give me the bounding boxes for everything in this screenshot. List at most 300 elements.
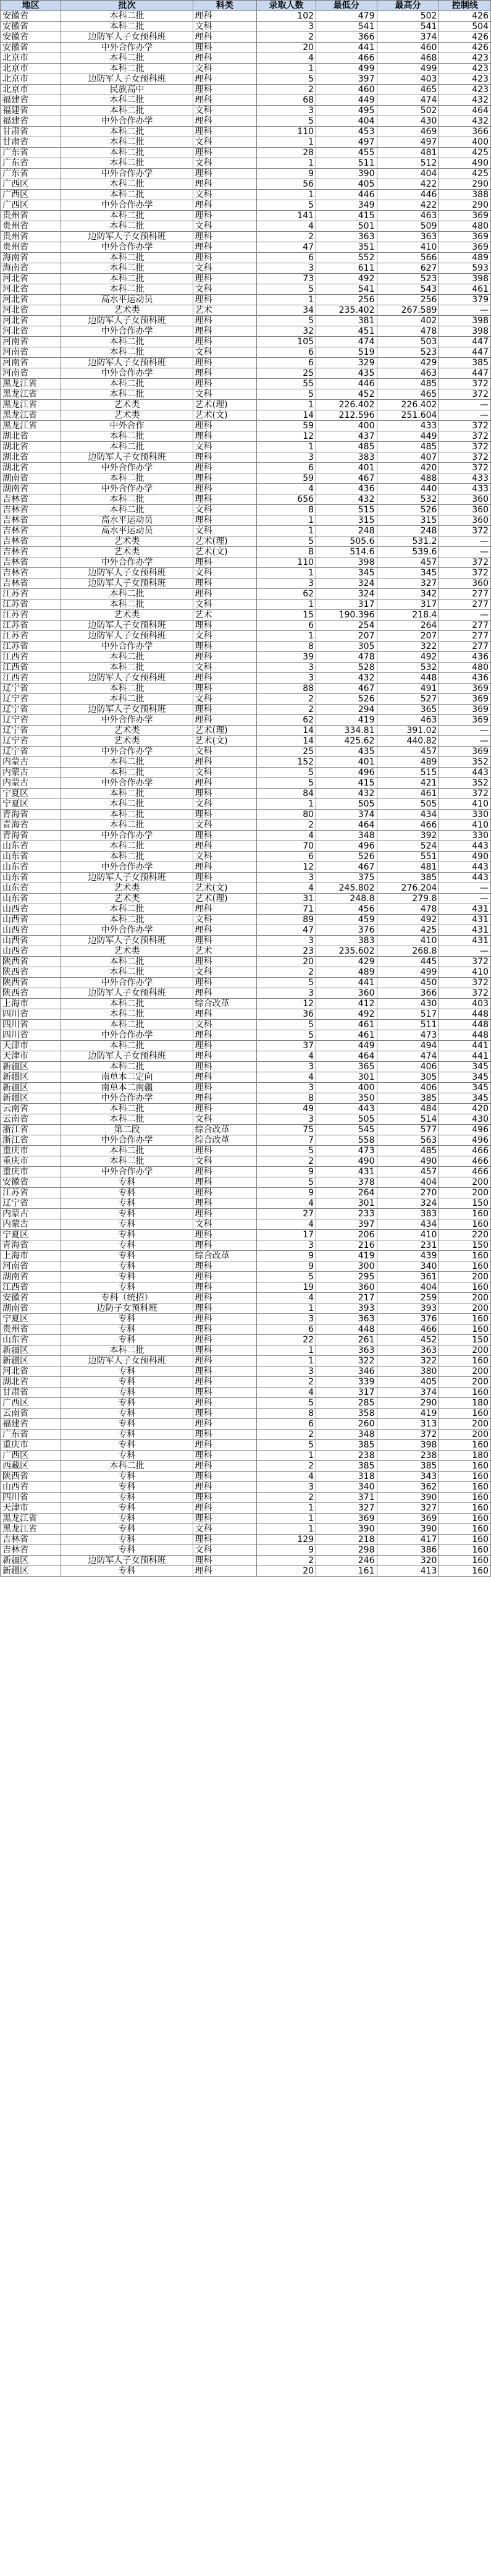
cell-count: 62 [257, 715, 316, 726]
cell-province: 辽宁省 [1, 1198, 61, 1209]
cell-control-line: 372 [439, 789, 491, 799]
cell-province: 湖北省 [1, 1377, 61, 1388]
cell-batch: 本科二批 [61, 505, 193, 515]
cell-count: 3 [257, 936, 316, 946]
cell-batch: 本科二批 [61, 904, 193, 915]
cell-max-score: 497 [377, 137, 439, 148]
cell-count: 2 [257, 1556, 316, 1566]
cell-max-score: 422 [377, 200, 439, 211]
cell-min-score: 329 [316, 358, 377, 368]
table-row [1, 505, 491, 515]
cell-min-score: 461 [316, 1020, 377, 1030]
table-row [1, 1219, 491, 1230]
cell-control-line: 410 [439, 799, 491, 810]
cell-province: 河南省 [1, 368, 61, 379]
table-row [1, 1566, 491, 1577]
cell-control-line: 160 [439, 1356, 491, 1366]
cell-max-score: 374 [377, 1388, 439, 1398]
cell-category: 文科 [193, 158, 256, 169]
cell-batch: 本科二批 [61, 589, 193, 600]
table-row [1, 894, 491, 904]
cell-category: 理科 [193, 484, 256, 494]
cell-batch: 边防军人子女预科班 [61, 452, 193, 463]
table-row [1, 253, 491, 263]
cell-province: 湖南省 [1, 484, 61, 494]
cell-max-score: 363 [377, 1345, 439, 1356]
cell-min-score: 453 [316, 127, 377, 137]
cell-province: 四川省 [1, 1020, 61, 1030]
cell-province: 吉林省 [1, 547, 61, 557]
cell-province: 湖北省 [1, 452, 61, 463]
cell-category: 文科 [193, 967, 256, 978]
cell-control-line: 496 [439, 1125, 491, 1135]
cell-count: 70 [257, 841, 316, 852]
cell-max-score: 532 [377, 494, 439, 505]
cell-min-score: 318 [316, 1472, 377, 1482]
cell-control-line: 345 [439, 1093, 491, 1104]
cell-count: 3 [257, 873, 316, 883]
cell-control-line: 160 [439, 1251, 491, 1261]
cell-province: 湖南省 [1, 473, 61, 484]
cell-max-score: 469 [377, 127, 439, 137]
cell-control-line: 369 [439, 747, 491, 757]
cell-control-line: 220 [439, 1230, 491, 1240]
cell-count: 8 [257, 547, 316, 557]
cell-batch: 本科二批 [61, 1009, 193, 1020]
table-row [1, 1062, 491, 1072]
cell-count: 3 [257, 1083, 316, 1093]
cell-batch: 高水平运动员 [61, 526, 193, 536]
cell-category: 理科 [193, 316, 256, 326]
table-row [1, 736, 491, 747]
table-row [1, 1167, 491, 1177]
cell-batch: 中外合作办学 [61, 862, 193, 873]
cell-province: 青海省 [1, 810, 61, 820]
cell-count: 3 [257, 578, 316, 589]
cell-min-score: 611 [316, 263, 377, 274]
cell-min-score: 404 [316, 116, 377, 127]
cell-control-line: 369 [439, 232, 491, 242]
cell-category: 理科 [193, 1440, 256, 1451]
cell-category: 理科 [193, 463, 256, 473]
cell-province: 陕西省 [1, 978, 61, 988]
cell-control-line: 398 [439, 326, 491, 337]
cell-control-line: — [439, 883, 491, 894]
cell-control-line: 160 [439, 1261, 491, 1272]
cell-batch: 本科二批 [61, 263, 193, 274]
cell-count: 2 [257, 1430, 316, 1440]
cell-category: 理科 [193, 1314, 256, 1324]
cell-max-score: 452 [377, 1335, 439, 1345]
table-row [1, 873, 491, 883]
cell-batch: 专科（统招） [61, 1293, 193, 1303]
cell-category: 艺术(理) [193, 726, 256, 736]
cell-province: 陕西省 [1, 1472, 61, 1482]
header-cell-category: 科类 [193, 1, 256, 11]
cell-max-score: 448 [377, 673, 439, 684]
cell-max-score: 457 [377, 747, 439, 757]
cell-max-score: 390 [377, 1524, 439, 1535]
cell-province: 四川省 [1, 1030, 61, 1041]
cell-province: 广西区 [1, 1451, 61, 1461]
cell-province: 北京市 [1, 85, 61, 95]
cell-batch: 中外合作办学 [61, 463, 193, 473]
cell-batch: 边防军人子女预科班 [61, 1051, 193, 1062]
table-row [1, 1093, 491, 1104]
cell-control-line: 360 [439, 505, 491, 515]
cell-min-score: 385 [316, 1461, 377, 1472]
table-row [1, 410, 491, 421]
cell-count: 4 [257, 1388, 316, 1398]
table-row [1, 831, 491, 841]
cell-batch: 本科二批 [61, 1041, 193, 1051]
table-row [1, 778, 491, 789]
cell-province: 甘肃省 [1, 1388, 61, 1398]
table-row [1, 904, 491, 915]
cell-max-score: 290 [377, 1398, 439, 1409]
table-row [1, 589, 491, 600]
cell-batch: 边防军人子女预科班 [61, 358, 193, 368]
table-row [1, 43, 491, 53]
cell-category: 理科 [193, 1041, 256, 1051]
table-row [1, 1398, 491, 1409]
cell-province: 湖北省 [1, 442, 61, 452]
cell-max-score: 478 [377, 904, 439, 915]
cell-category: 文科 [193, 284, 256, 295]
cell-min-score: 254 [316, 621, 377, 631]
cell-category: 理科 [193, 1282, 256, 1293]
cell-min-score: 497 [316, 137, 377, 148]
cell-count: 47 [257, 242, 316, 253]
cell-count: 1 [257, 1345, 316, 1356]
cell-province: 河北省 [1, 274, 61, 284]
cell-control-line: 372 [439, 452, 491, 463]
cell-category: 理科 [193, 1188, 256, 1198]
table-row [1, 631, 491, 642]
cell-max-score: 514 [377, 1114, 439, 1125]
cell-category: 文科 [193, 1020, 256, 1030]
cell-count: 20 [257, 957, 316, 967]
cell-province: 新疆区 [1, 1072, 61, 1083]
cell-count: 6 [257, 358, 316, 368]
cell-province: 山西省 [1, 925, 61, 936]
cell-min-score: 436 [316, 484, 377, 494]
cell-min-score: 360 [316, 1282, 377, 1293]
cell-category: 理科 [193, 431, 256, 442]
cell-batch: 艺术类 [61, 894, 193, 904]
cell-province: 浙江省 [1, 1135, 61, 1146]
cell-max-score: 499 [377, 967, 439, 978]
cell-count: 5 [257, 768, 316, 778]
cell-count: 36 [257, 1009, 316, 1020]
cell-category: 理科 [193, 1072, 256, 1083]
table-row [1, 221, 491, 232]
cell-count: 9 [257, 169, 316, 179]
cell-category: 理科 [193, 810, 256, 820]
cell-category: 文科 [193, 568, 256, 578]
cell-min-score: 419 [316, 715, 377, 726]
table-row [1, 1356, 491, 1366]
cell-batch: 艺术类 [61, 610, 193, 621]
cell-category: 理科 [193, 705, 256, 715]
cell-province: 重庆市 [1, 1440, 61, 1451]
cell-control-line: 277 [439, 631, 491, 642]
cell-batch: 本科二批 [61, 431, 193, 442]
cell-control-line: 433 [439, 484, 491, 494]
cell-control-line: 372 [439, 389, 491, 400]
cell-count: 88 [257, 684, 316, 694]
cell-category: 理科 [193, 1514, 256, 1524]
cell-control-line: 372 [439, 431, 491, 442]
cell-batch: 边防军人子女预科班 [61, 988, 193, 999]
cell-min-score: 346 [316, 1366, 377, 1377]
table-row [1, 337, 491, 347]
cell-category: 理科 [193, 1324, 256, 1335]
cell-batch: 本科二批 [61, 253, 193, 263]
table-row [1, 988, 491, 999]
cell-batch: 本科二批 [61, 1156, 193, 1167]
cell-batch: 中外合作办学 [61, 368, 193, 379]
cell-category: 理科 [193, 1030, 256, 1041]
cell-batch: 中外合作办学 [61, 747, 193, 757]
cell-batch: 专科 [61, 1261, 193, 1272]
cell-control-line: 436 [439, 673, 491, 684]
cell-count: 9 [257, 1167, 316, 1177]
cell-batch: 专科 [61, 1566, 193, 1577]
cell-batch: 本科二批 [61, 158, 193, 169]
cell-min-score: 474 [316, 337, 377, 347]
cell-province: 辽宁省 [1, 705, 61, 715]
cell-batch: 艺术类 [61, 883, 193, 894]
cell-min-score: 437 [316, 431, 377, 442]
cell-count: 49 [257, 1104, 316, 1114]
cell-province: 河北省 [1, 316, 61, 326]
cell-control-line: 398 [439, 316, 491, 326]
cell-count: 1 [257, 158, 316, 169]
cell-control-line: 372 [439, 557, 491, 568]
cell-control-line: 200 [439, 1419, 491, 1430]
cell-max-score: 404 [377, 169, 439, 179]
table-row [1, 1451, 491, 1461]
cell-category: 文科 [193, 747, 256, 757]
cell-province: 北京市 [1, 64, 61, 74]
cell-min-score: 374 [316, 810, 377, 820]
cell-batch: 边防军人子女预科班 [61, 232, 193, 242]
table-row [1, 1125, 491, 1135]
table-row [1, 1041, 491, 1051]
cell-category: 文科 [193, 1156, 256, 1167]
cell-control-line: 443 [439, 862, 491, 873]
cell-batch: 南单本二定向 [61, 1072, 193, 1083]
cell-batch: 中外合作办学 [61, 1030, 193, 1041]
cell-category: 文科 [193, 106, 256, 116]
cell-province: 江苏省 [1, 1188, 61, 1198]
cell-min-score: 393 [316, 1303, 377, 1314]
cell-count: 22 [257, 1335, 316, 1345]
cell-province: 福建省 [1, 116, 61, 127]
table-row [1, 600, 491, 610]
cell-province: 浙江省 [1, 1125, 61, 1135]
cell-max-score: 322 [377, 1356, 439, 1366]
table-row [1, 726, 491, 736]
cell-category: 理科 [193, 578, 256, 589]
cell-province: 新疆区 [1, 1356, 61, 1366]
cell-batch: 艺术类 [61, 946, 193, 957]
cell-control-line: — [439, 946, 491, 957]
cell-category: 文科 [193, 263, 256, 274]
cell-category: 理科 [193, 127, 256, 137]
table-row [1, 652, 491, 663]
table-row [1, 1030, 491, 1041]
cell-category: 文科 [193, 768, 256, 778]
cell-category: 理科 [193, 1472, 256, 1482]
cell-category: 理科 [193, 295, 256, 305]
cell-min-score: 383 [316, 936, 377, 946]
table-row [1, 1209, 491, 1219]
cell-batch: 专科 [61, 1398, 193, 1409]
cell-max-score: 461 [377, 789, 439, 799]
cell-max-score: 463 [377, 368, 439, 379]
cell-control-line: 431 [439, 936, 491, 946]
cell-control-line: 466 [439, 1167, 491, 1177]
cell-province: 山东省 [1, 894, 61, 904]
cell-count: 1 [257, 515, 316, 526]
cell-province: 江西省 [1, 673, 61, 684]
cell-min-score: 324 [316, 578, 377, 589]
cell-control-line: — [439, 726, 491, 736]
cell-batch: 专科 [61, 1472, 193, 1482]
cell-max-score: 366 [377, 988, 439, 999]
cell-province: 山西省 [1, 946, 61, 957]
table-row [1, 421, 491, 431]
table-row [1, 1545, 491, 1556]
cell-max-score: 385 [377, 873, 439, 883]
cell-batch: 本科二批 [61, 1020, 193, 1030]
cell-count: 75 [257, 1125, 316, 1135]
cell-count: 4 [257, 1219, 316, 1230]
cell-count: 1 [257, 568, 316, 578]
cell-max-score: 340 [377, 1261, 439, 1272]
cell-max-score: 503 [377, 337, 439, 347]
cell-category: 文科 [193, 389, 256, 400]
cell-control-line: 277 [439, 642, 491, 652]
cell-min-score: 515 [316, 505, 377, 515]
cell-max-score: 270 [377, 1188, 439, 1198]
cell-count: 6 [257, 347, 316, 358]
cell-province: 江西省 [1, 1282, 61, 1293]
cell-min-score: 261 [316, 1335, 377, 1345]
cell-control-line: 372 [439, 978, 491, 988]
header-cell-batch: 批次 [61, 1, 193, 11]
cell-max-score: 385 [377, 1093, 439, 1104]
cell-category: 理科 [193, 1009, 256, 1020]
cell-count: 2 [257, 820, 316, 831]
cell-min-score: 449 [316, 1041, 377, 1051]
cell-count: 59 [257, 421, 316, 431]
header-cell-count: 录取人数 [257, 1, 316, 11]
cell-max-score: 491 [377, 684, 439, 694]
table-row [1, 22, 491, 32]
cell-max-score: 566 [377, 253, 439, 263]
cell-batch: 专科 [61, 1388, 193, 1398]
cell-min-score: 256 [316, 295, 377, 305]
cell-category: 综合改革 [193, 1251, 256, 1261]
table-row [1, 747, 491, 757]
cell-count: 5 [257, 1440, 316, 1451]
cell-province: 宁夏区 [1, 789, 61, 799]
cell-province: 福建省 [1, 1419, 61, 1430]
cell-category: 文科 [193, 1545, 256, 1556]
cell-min-score: 541 [316, 22, 377, 32]
cell-max-score: 342 [377, 589, 439, 600]
table-row [1, 841, 491, 852]
table-row [1, 494, 491, 505]
table-row [1, 515, 491, 526]
cell-min-score: 295 [316, 1272, 377, 1282]
cell-batch: 本科二批 [61, 337, 193, 347]
cell-control-line: 369 [439, 684, 491, 694]
cell-batch: 本科二批 [61, 768, 193, 778]
cell-control-line: 345 [439, 1062, 491, 1072]
cell-category: 理科 [193, 515, 256, 526]
cell-batch: 专科 [61, 1440, 193, 1451]
cell-max-score: 410 [377, 1230, 439, 1240]
cell-control-line: 200 [439, 1303, 491, 1314]
cell-max-score: 551 [377, 852, 439, 862]
cell-batch: 本科二批 [61, 137, 193, 148]
cell-province: 山东省 [1, 883, 61, 894]
cell-max-score: 417 [377, 1535, 439, 1545]
cell-batch: 专科 [61, 1240, 193, 1251]
cell-category: 综合改革 [193, 999, 256, 1009]
cell-control-line: 180 [439, 1451, 491, 1461]
table-row [1, 1272, 491, 1282]
cell-min-score: 492 [316, 1009, 377, 1020]
cell-count: 14 [257, 726, 316, 736]
cell-count: 1 [257, 400, 316, 410]
table-row [1, 64, 491, 74]
cell-control-line: 160 [439, 1472, 491, 1482]
cell-min-score: 397 [316, 74, 377, 85]
cell-province: 广西区 [1, 179, 61, 190]
cell-count: 2 [257, 1377, 316, 1388]
cell-count: 37 [257, 1041, 316, 1051]
cell-province: 海南省 [1, 263, 61, 274]
cell-min-score: 514.6 [316, 547, 377, 557]
cell-min-score: 317 [316, 600, 377, 610]
cell-control-line: 290 [439, 200, 491, 211]
cell-max-score: 468 [377, 53, 439, 64]
cell-min-score: 545 [316, 1125, 377, 1135]
table-row [1, 820, 491, 831]
cell-province: 青海省 [1, 820, 61, 831]
cell-control-line: 160 [439, 1566, 491, 1577]
table-row [1, 347, 491, 358]
cell-province: 山西省 [1, 936, 61, 946]
table-row [1, 946, 491, 957]
cell-min-score: 479 [316, 11, 377, 22]
cell-province: 黑龙江省 [1, 410, 61, 421]
cell-count: 2 [257, 967, 316, 978]
cell-batch: 本科二批 [61, 652, 193, 663]
cell-batch: 本科二批 [61, 957, 193, 967]
cell-count: 5 [257, 74, 316, 85]
table-row [1, 1282, 491, 1293]
cell-batch: 本科二批 [61, 389, 193, 400]
cell-batch: 本科二批 [61, 274, 193, 284]
cell-count: 9 [257, 1261, 316, 1272]
cell-batch: 高水平运动员 [61, 515, 193, 526]
